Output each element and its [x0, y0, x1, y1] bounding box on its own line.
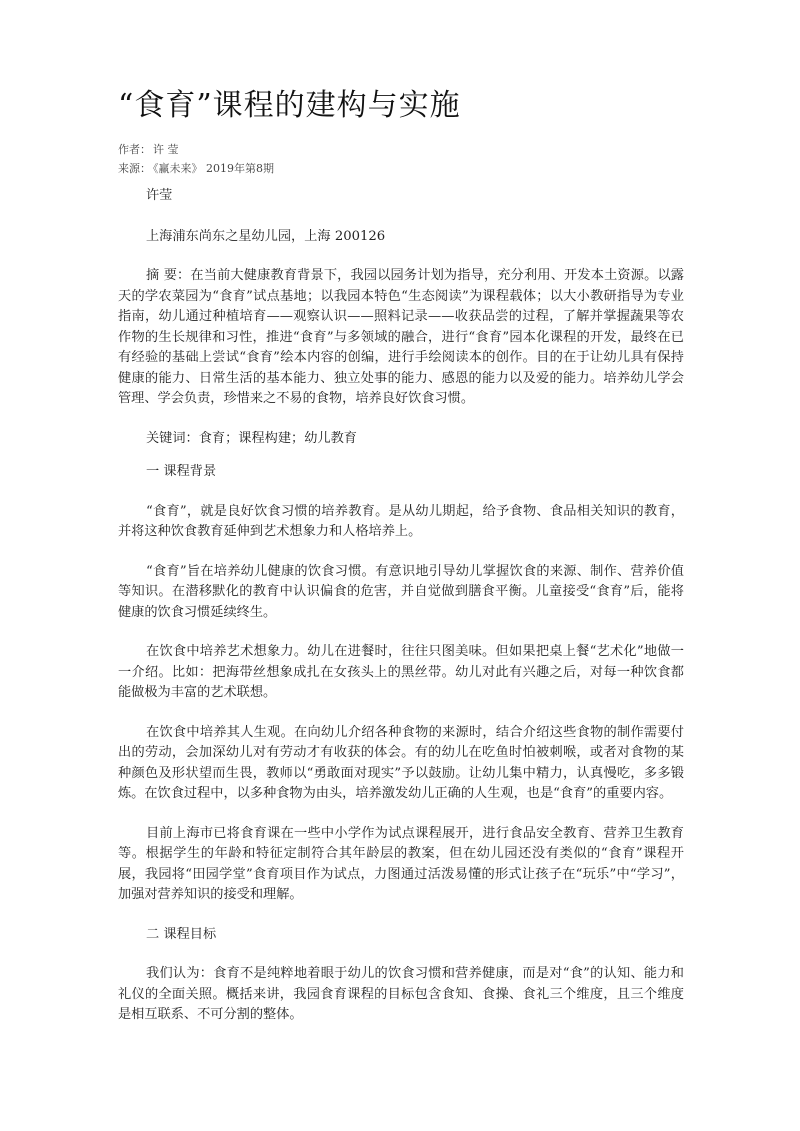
- article-title: “食育”课程的建构与实施: [118, 88, 461, 123]
- paragraph-1: “食育”，就是良好饮食习惯的培养教育。是从幼儿期起，给予食物、食品相关知识的教育，并将这种饮食教育延伸到艺术想象力和人格培养上。: [118, 503, 684, 539]
- source-line: [118, 160, 274, 176]
- paragraph-2: “食育”旨在培养幼儿健康的饮食习惯。有意识地引导幼儿掌握饮食的来源、制作、营养价值等知识。在潜移默化的教育中认识偏食的危害，并自觉做到膳食平衡。儿童接受“食育”后，能将健康的饮食习惯延续终生。: [118, 563, 684, 620]
- keywords-line: 关键词：食育；课程构建；幼儿教育: [146, 430, 357, 446]
- paragraph-3: 在饮食中培养艺术想象力。幼儿在进餐时，往往只图美味。但如果把桌上餐“艺术化”地做一一介绍。比如：把海带丝想象成扎在女孩头上的黑丝带。幼儿对此有兴趣之后，对每一种饮食都能做极为丰富的艺术联想。: [118, 644, 684, 700]
- source-label: 来源：: [118, 162, 151, 175]
- source-value: 《赢未来》 2019年第8期: [153, 162, 274, 175]
- paragraph-4: 在饮食中培养其人生观。在向幼儿介绍各种食物的来源时，结合介绍这些食物的制作需要付出的劳动，会加深幼儿对有劳动才有收获的体会。有的幼儿在吃鱼时怕被刺喉，或者对食物的某种颜色及形状望而生畏，教师以“勇敢面对现实”予以鼓励。让幼儿集中精力，认真慢吃，多多锻炼。在饮食过程中，以多种食物为由头，培养激发幼儿正确的人生观，也是“食育”的重要内容。: [118, 724, 684, 801]
- section-heading-goals: 二 课程目标: [146, 926, 217, 942]
- author-value: 许 莹: [153, 143, 179, 156]
- paragraph-5: 目前上海市已将食育课在一些中小学作为试点课程展开，进行食品安全教育、营养卫生教育等。根据学生的年龄和特征定制符合其年龄层的教案，但在幼儿园还没有类似的“食育”课程开展，我园将“田园学堂”食育项目作为试点，力图通过活泼易懂的形式让孩子在“玩乐”中“学习”，加强对营养知识的接受和理解。: [118, 825, 684, 902]
- article-body: [118, 186, 684, 1026]
- paragraph-6: 我们认为：食育不是纯粹地着眼于幼儿的饮食习惯和营养健康，而是对“食”的认知、能力和礼仪的全面关照。概括来讲，我园食育课程的目标包含食知、食操、食礼三个维度，且三个维度是相互联系、不可分割的整体。: [118, 966, 684, 1022]
- organization-line: 上海浦东尚东之星幼儿园，上海 200126: [146, 228, 386, 244]
- author-line: [118, 141, 179, 157]
- body-author-name: 许莹: [146, 188, 173, 203]
- author-label: 作者：: [118, 143, 151, 156]
- abstract-paragraph: 摘 要：在当前大健康教育背景下，我园以园务计划为指导，充分利用、开发本土资源。以露天的学农菜园为“食育”试点基地；以我园本特色“生态阅读”为课程载体；以大小教研指导为专业指南，幼儿通过种植培育——观察认识——照料记录——收获品尝的过程，了解并掌握蔬果等农作物的生长规律和习性，推进“食育”与多领域的融合，进行“食育”园本化课程的开发，最终在已有经验的基础上尝试“食育”绘本内容的创编，进行手绘阅读本的创作。目的在于让幼儿具有保持健康的能力、日常生活的基本能力、独立处事的能力、感恩的能力以及爱的能力。培养幼儿学会管理、学会负责，珍惜来之不易的食物，培养良好饮食习惯。: [118, 268, 684, 406]
- section-heading-background: 一 课程背景: [146, 464, 217, 479]
